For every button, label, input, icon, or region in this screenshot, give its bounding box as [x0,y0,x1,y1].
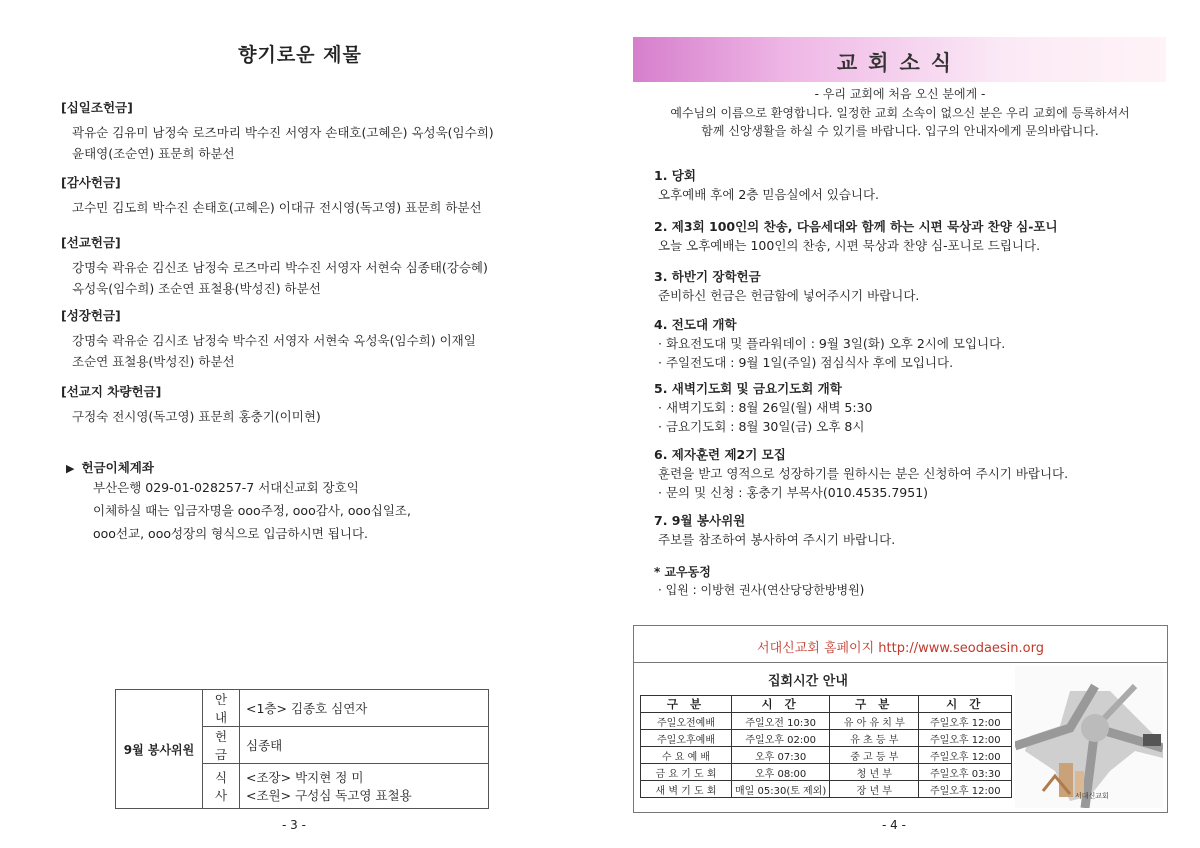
table-row [641,713,1012,730]
servers-table [115,689,489,809]
servers-label: 9월 봉사위원 [116,690,203,809]
news-heading: 1. 당회 [654,168,696,183]
offering-mission [61,233,581,299]
news-heading: 7. 9월 봉사위원 [654,513,746,528]
schedule-cell: 금 요 기 도 회 [641,764,732,781]
account-heading: 헌금이체계좌 [81,460,154,475]
schedule-header: 시 간 [732,696,830,713]
news-heading: * 교우동정 [654,565,711,579]
schedule-cell: 유 초 등 부 [830,730,919,747]
schedule-header: 구 분 [641,696,732,713]
offering-names: 강명숙 곽유순 김신조 남정숙 로즈마리 박수진 서영자 서현숙 심종태(강승혜) [72,260,488,275]
news-line: 훈련을 받고 영적으로 성장하기를 원하시는 분은 신청하여 주시기 바랍니다. [658,466,1069,481]
news-item [654,446,1174,502]
news-item [654,167,1174,204]
right-page [600,0,1200,848]
schedule-header: 구 분 [830,696,919,713]
schedule-cell: 오후 07:30 [732,747,830,764]
news-line: · 새벽기도회 : 8월 26일(월) 새벽 5:30 [658,400,873,415]
table-row [641,781,1012,798]
news-heading: 2. 제3회 100인의 찬송, 다음세대와 함께 하는 시편 묵상과 찬양 심-포니 [654,219,1058,234]
offering-heading: [성장헌금] [61,308,121,323]
divider [634,662,1167,663]
news-heading: 3. 하반기 장학헌금 [654,269,761,284]
schedule-cell: 주일오전 10:30 [732,713,830,730]
table-row [641,764,1012,781]
offering-names: 구정숙 전시영(독고영) 표문희 홍충기(이미현) [72,409,321,424]
server-role: 안내 [203,690,240,727]
schedule-cell: 주일오후 02:00 [732,730,830,747]
news-line: 준비하신 헌금은 헌금함에 넣어주시기 바랍니다. [658,288,920,303]
news-line: · 화요전도대 및 플라워데이 : 9월 3일(화) 오후 2시에 모입니다. [658,336,1006,351]
schedule-cell: 새 벽 기 도 회 [641,781,732,798]
schedule-cell: 수 요 예 배 [641,747,732,764]
account-line: 부산은행 029-01-028257-7 서대신교회 장호익 [93,480,359,495]
offering-names: 곽유순 김유미 남정숙 로즈마리 박수진 서영자 손태호(고혜은) 옥성욱(임수희) [72,125,494,140]
triangle-bullet-icon: ▶ [66,462,75,475]
table-row [641,747,1012,764]
table-row [641,730,1012,747]
page-number: - 4 - [882,818,906,832]
intro-subtitle: - 우리 교회에 처음 오신 분에게 - [814,87,986,101]
schedule-cell: 장 년 부 [830,781,919,798]
news-line: 오후예배 후에 2층 믿음실에서 있습니다. [658,187,880,202]
server-role: 헌금 [203,727,240,764]
schedule-cell: 주일오후 12:00 [919,781,1012,798]
schedule-header: 시 간 [919,696,1012,713]
offering-names: 옥성욱(임수희) 조순연 표철용(박성진) 하분선 [72,281,321,296]
news-banner [633,37,1166,82]
news-item [654,268,1174,305]
server-names: <1층> 김종호 심연자 [240,690,489,727]
church-location-map [1015,666,1163,808]
offering-names: 조순연 표철용(박성진) 하분선 [72,354,235,369]
news-heading: 4. 전도대 개학 [654,317,737,332]
map-church-label: 서대신교회 [1075,792,1109,800]
news-line: · 주일전도대 : 9월 1일(주일) 점심식사 후에 모입니다. [658,355,954,370]
news-heading: 5. 새벽기도회 및 금요기도회 개학 [654,381,842,396]
schedule-cell: 오후 08:00 [732,764,830,781]
news-item [654,218,1174,255]
offering-vehicle [61,382,581,427]
schedule-cell: 주일오후 12:00 [919,730,1012,747]
homepage-link[interactable]: 서대신교회 홈페이지 http://www.seodaesin.org [757,641,1044,656]
news-item [654,380,1174,436]
schedule-cell: 주일오전예배 [641,713,732,730]
offering-thanks [61,173,581,218]
schedule-title: 집회시간 안내 [768,674,848,689]
news-item [654,316,1174,372]
transfer-account [66,458,411,545]
offering-names: 강명숙 곽유순 김시조 남정숙 박수진 서영자 서현숙 옥성욱(임수희) 이재일 [72,333,476,348]
schedule-cell: 중 고 등 부 [830,747,919,764]
intro-line: 예수님의 이름으로 환영합니다. 일정한 교회 소속이 없으신 분은 우리 교회에 등록하셔서 [670,106,1130,120]
account-line: 이체하실 때는 입금자명을 ooo주정, ooo감사, ooo십일조, [93,503,411,518]
schedule-cell: 주일오후 12:00 [919,713,1012,730]
offerings-title: 향기로운 제물 [238,44,362,66]
schedule-cell: 청 년 부 [830,764,919,781]
offering-heading: [선교지 차량헌금] [61,384,162,399]
offering-heading: [선교헌금] [61,235,121,250]
news-line: · 금요기도회 : 8월 30일(금) 오후 8시 [658,419,865,434]
offering-growth [61,306,581,372]
offering-tithe [61,98,581,164]
news-heading: 6. 제자훈련 제2기 모집 [654,447,786,462]
server-role: 식사 [203,764,240,809]
news-line: · 문의 및 신청 : 홍충기 부목사(010.4535.7951) [658,485,929,500]
schedule-cell: 주일오후예배 [641,730,732,747]
schedule-table [640,695,1012,798]
schedule-cell: 매일 05:30(토 제외) [732,781,830,798]
offering-heading: [십일조헌금] [61,100,133,115]
account-line: ooo선교, ooo성장의 형식으로 입금하시면 됩니다. [93,526,369,541]
offering-names: 고수민 김도희 박수진 손태호(고혜은) 이대규 전시영(독고영) 표문희 하분선 [72,200,482,215]
intro-line: 함께 신앙생활을 하실 수 있기를 바랍니다. 입구의 안내자에게 문의바랍니다. [701,124,1099,138]
news-line: 주보를 참조하여 봉사하여 주시기 바랍니다. [658,532,896,547]
news-item [654,563,1174,600]
news-title: 교회소식 [836,51,963,75]
server-names: 심종태 [240,727,489,764]
server-names: <조장> 박지현 정 미 [240,764,489,787]
schedule-cell: 유 아 유 치 부 [830,713,919,730]
schedule-cell: 주일오후 12:00 [919,747,1012,764]
schedule-cell: 주일오후 03:30 [919,764,1012,781]
news-line: 오늘 오후예배는 100인의 찬송, 시편 묵상과 찬양 심-포니로 드립니다. [658,238,1041,253]
news-line: · 입원 : 이방현 권사(연산당당한방병원) [658,583,865,597]
offering-heading: [감사헌금] [61,175,121,190]
offering-names: 윤태영(조순연) 표문희 하분선 [72,146,235,161]
news-item [654,512,1174,549]
page-number: - 3 - [282,818,306,832]
church-info-box [633,625,1168,813]
server-names: <조원> 구성심 독고영 표철용 [240,786,489,809]
